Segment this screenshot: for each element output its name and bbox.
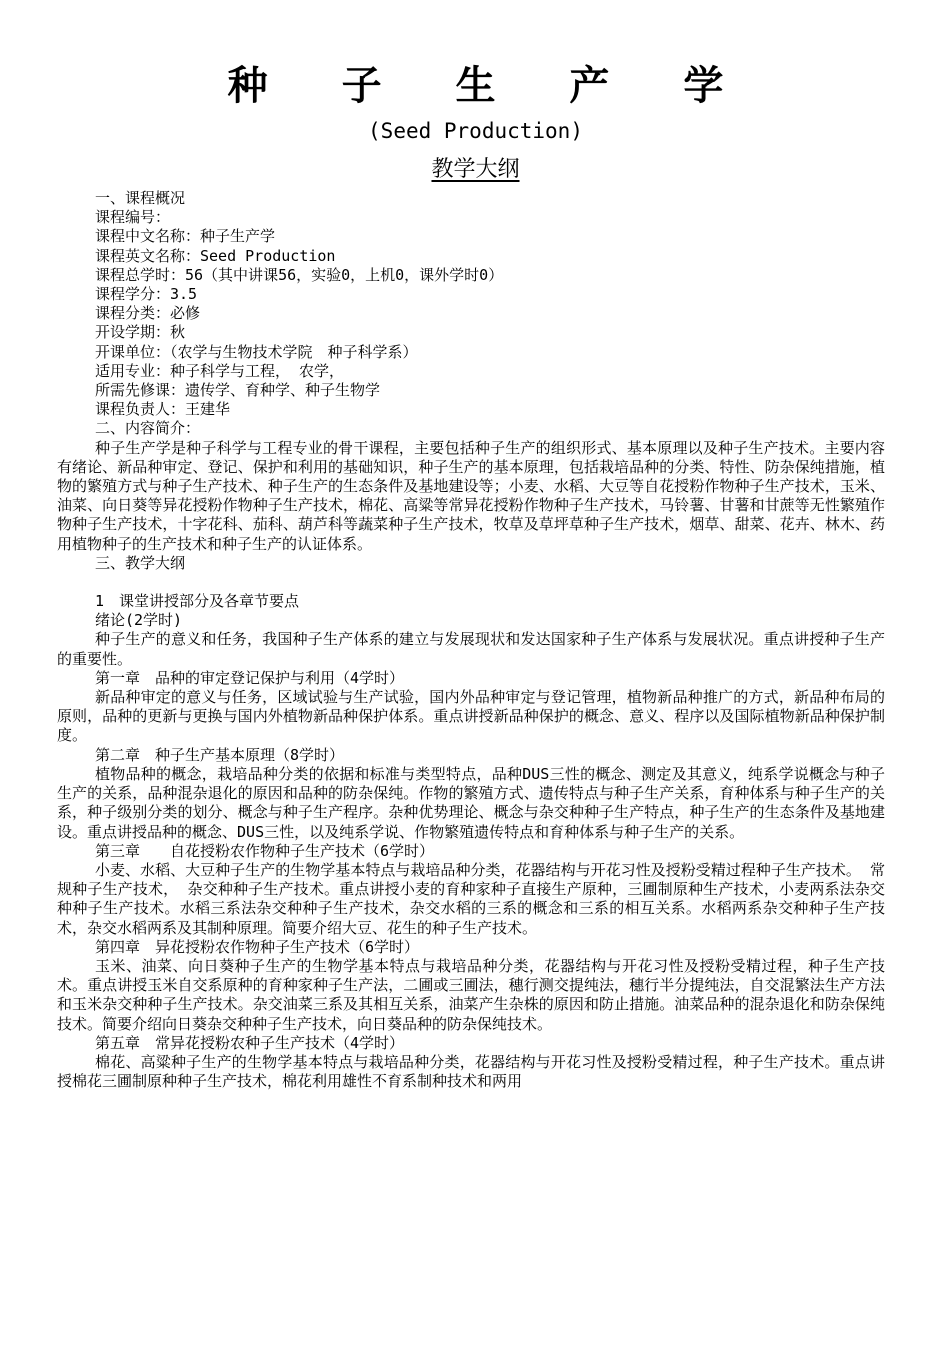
course-majors-line: 适用专业：种子科学与工程， 农学， — [95, 361, 345, 380]
course-lead-line: 课程负责人：王建华 — [95, 400, 231, 419]
chapter-title: 第四章 异花授粉农作物种子生产技术（6学时） — [95, 937, 420, 956]
syllabus-heading: 三、教学大纲 — [95, 553, 186, 572]
chapter-title: 第三章 自花授粉农作物种子生产技术（6学时） — [95, 841, 435, 860]
outline-heading — [0, 154, 951, 186]
intro-paragraph: 种子生产学是种子科学与工程专业的骨干课程，主要包括种子生产的组织形式、基本原理以及种子生产技术。主要内容有绪论、新品种审定、登记、保护和利用的基础知识，种子生产的基本原理，包括栽培品种的分类、特性、防杂保纯措施，植物的繁殖方式与种子生产技术、种子生产的生态条件及基地建设等；小麦、水稻、大豆等自花授粉作物种子生产技术，玉米、油菜、向日葵等异花授粉作物种子生产技术，棉花、高粱等常异花授粉作物种子生产技术，马铃薯、甘薯和甘蔗等无性繁殖作物种子生产技术，十字花科、茄科、葫芦科等蔬菜种子生产技术，牧草及草坪草种子生产技术，烟草、甜菜、花卉、林木、药用植物种子的生产技术和种子生产的认证体系。 — [57, 438, 885, 553]
outline-heading-text: 教学大纲 — [431, 157, 520, 182]
chapter-paragraph: 种子生产的意义和任务，我国种子生产体系的建立与发展现状和发达国家种子生产体系与发展状况。重点讲授种子生产的重要性。 — [57, 630, 885, 668]
course-semester-line: 开设学期：秋 — [95, 323, 186, 342]
chapter-paragraph: 小麦、水稻、大豆种子生产的生物学基本特点与栽培品种分类，花器结构与开花习性及授粉受精过程种子生产技术。 常规种子生产技术， 杂交种种子生产技术。重点讲授小麦的育种家种子直接生产原种，三圃制原种生产技术，小麦两系法杂交种种子生产技术。水稻三系法杂交种种子生产技术，杂交水稻的三系的概念和三系的相互关系。水稻两系杂交种种子生产技术，杂交水稻两系及其制种原理。简要介绍大豆、花生的种子生产技术。 — [57, 860, 885, 937]
course-hours-line: 课程总学时：56（其中讲课56，实验0，上机0，课外学时0） — [95, 265, 504, 284]
chapter-paragraph: 新品种审定的意义与任务，区域试验与生产试验，国内外品种审定与登记管理，植物新品种推广的方式，新品种布局的原则，品种的更新与更换与国内外植物新品种保护体系。重点讲授新品种保护的概念、意义、程序以及国际植物新品种保护制度。 — [57, 688, 885, 745]
chapter-paragraph: 植物品种的概念，栽培品种分类的依据和标准与类型特点，品种DUS三性的概念、测定及其意义，纯系学说概念与种子生产的关系，品种混杂退化的原因和品种的防杂保纯。作物的繁殖方式、遗传特点与种子生产关系，育种体系与种子生产的关系，种子级别分类的划分、概念与种子生产程序。杂种优势理论、概念与杂交种种子生产特点，种子生产的生态条件及基地建设。重点讲授品种的概念、DUS三性，以及纯系学说、作物繁殖遗传特点和育种体系与种子生产的关系。 — [57, 764, 885, 841]
course-category-line: 课程分类：必修 — [95, 304, 201, 323]
chapter-title: 第一章 品种的审定登记保护与利用（4学时） — [95, 668, 405, 687]
course-credits-line: 课程学分：3.5 — [95, 285, 198, 304]
document-subtitle: (Seed Production) — [368, 119, 583, 143]
document-title: 种 子 生 产 学 — [227, 62, 754, 109]
course-english-name-line: 课程英文名称：Seed Production — [95, 246, 336, 265]
chapter-title: 绪论(2学时) — [95, 611, 183, 630]
document-body — [57, 189, 885, 1091]
course-unit-line: 开课单位：（农学与生物技术学院 种子科学系） — [95, 342, 418, 361]
section-heading: 1 课堂讲授部分及各章节要点 — [95, 592, 300, 611]
chapter-paragraph: 棉花、高粱种子生产的生物学基本特点与栽培品种分类，花器结构与开花习性及授粉受精过程，种子生产技术。重点讲授棉花三圃制原种种子生产技术，棉花利用雄性不育系制种技术和两用 — [57, 1052, 885, 1091]
blank-line — [57, 573, 885, 592]
intro-heading: 二、内容简介： — [95, 419, 201, 438]
chapter-title: 第二章 种子生产基本原理（8学时） — [95, 745, 345, 764]
chapter-title: 第五章 常异花授粉农种子生产技术（4学时） — [95, 1033, 405, 1052]
course-chinese-name-line: 课程中文名称：种子生产学 — [95, 227, 276, 246]
overview-heading: 一、课程概况 — [95, 189, 186, 207]
course-prerequisites-line: 所需先修课：遗传学、育种学、种子生物学 — [95, 381, 381, 400]
chapter-paragraph: 玉米、油菜、向日葵种子生产的生物学基本特点与栽培品种分类，花器结构与开花习性及授粉受精过程，种子生产技术。重点讲授玉米自交系原种的育种家种子生产法，二圃或三圃法，穗行测交提纯法，穗行半分提纯法，自交混繁法生产方法和玉米杂交种种子生产技术。杂交油菜三系及其相互关系，油菜产生杂株的原因和防止措施。油菜品种的混杂退化和防杂保纯技术。简要介绍向日葵杂交种种子生产技术，向日葵品种的防杂保纯技术。 — [57, 956, 885, 1033]
course-code-line: 课程编号： — [95, 208, 171, 227]
